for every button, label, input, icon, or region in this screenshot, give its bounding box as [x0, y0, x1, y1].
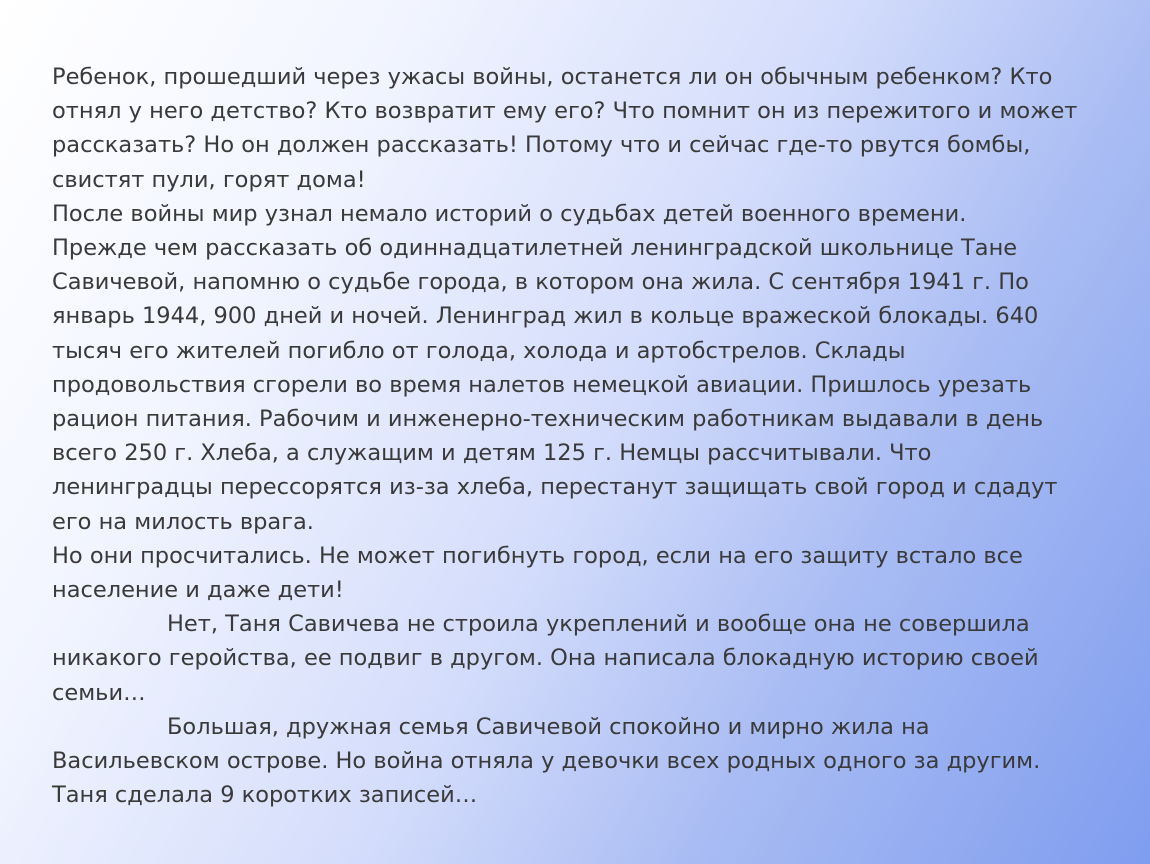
text-line: продовольствия сгорели во время налетов немецкой авиации. Пришлось урезать	[52, 371, 1032, 398]
text-line: ленинградцы перессорятся из-за хлеба, перестанут защищать свой город и сдадут	[52, 474, 1058, 501]
text-line: Ребенок, прошедший через ужасы войны, останется ли он обычным ребенком? Кто	[52, 64, 1053, 90]
text-line: январь 1944, 900 дней и ночей. Ленинград жил в кольце вражеской блокады. 640	[52, 303, 1039, 330]
text-box	[52, 60, 1112, 812]
text-line: Таня сделала 9 коротких записей…	[52, 782, 478, 809]
text-line: его на милость врага.	[52, 508, 314, 535]
text-line: никакого геройства, ее подвиг в другом. Она написала блокадную историю своей	[52, 645, 1039, 672]
text-line: рацион питания. Рабочим и инженерно-техническим работникам выдавали в день	[52, 406, 1044, 433]
text-line: всего 250 г. Хлеба, а служащим и детям 125 г. Немцы рассчитывали. Что	[52, 440, 932, 467]
text-line: Большая, дружная семья Савичевой спокойно и мирно жила на	[167, 713, 930, 740]
text-line: Нет, Таня Савичева не строила укреплений и вообще она не совершила	[167, 611, 1030, 638]
text-line: Прежде чем рассказать об одиннадцатилетней ленинградской школьнице Тане	[52, 235, 1018, 262]
text-line: тысяч его жителей погибло от голода, холода и артобстрелов. Склады	[52, 337, 906, 364]
text-line: отнял у него детство? Кто возвратит ему его? Что помнит он из пережитого и может	[52, 98, 1078, 125]
text-line: свистят пули, горят дома!	[52, 166, 366, 193]
text-line: Но они просчитались. Не может погибнуть город, если на его защиту встало все	[52, 542, 1023, 569]
text-line: После войны мир узнал немало историй о судьбах детей военного времени.	[52, 200, 967, 227]
text-line: рассказать? Но он должен рассказать! Потому что и сейчас где-то рвутся бомбы,	[52, 132, 1031, 159]
text-line: население и даже дети!	[52, 577, 344, 604]
text-line: Васильевском острове. Но война отняла у девочки всех родных одного за другим.	[52, 748, 1041, 775]
text-line: Савичевой, напомню о судьбе города, в котором она жила. С сентября 1941 г. По	[52, 269, 1029, 296]
text-line: семьи…	[52, 679, 146, 706]
